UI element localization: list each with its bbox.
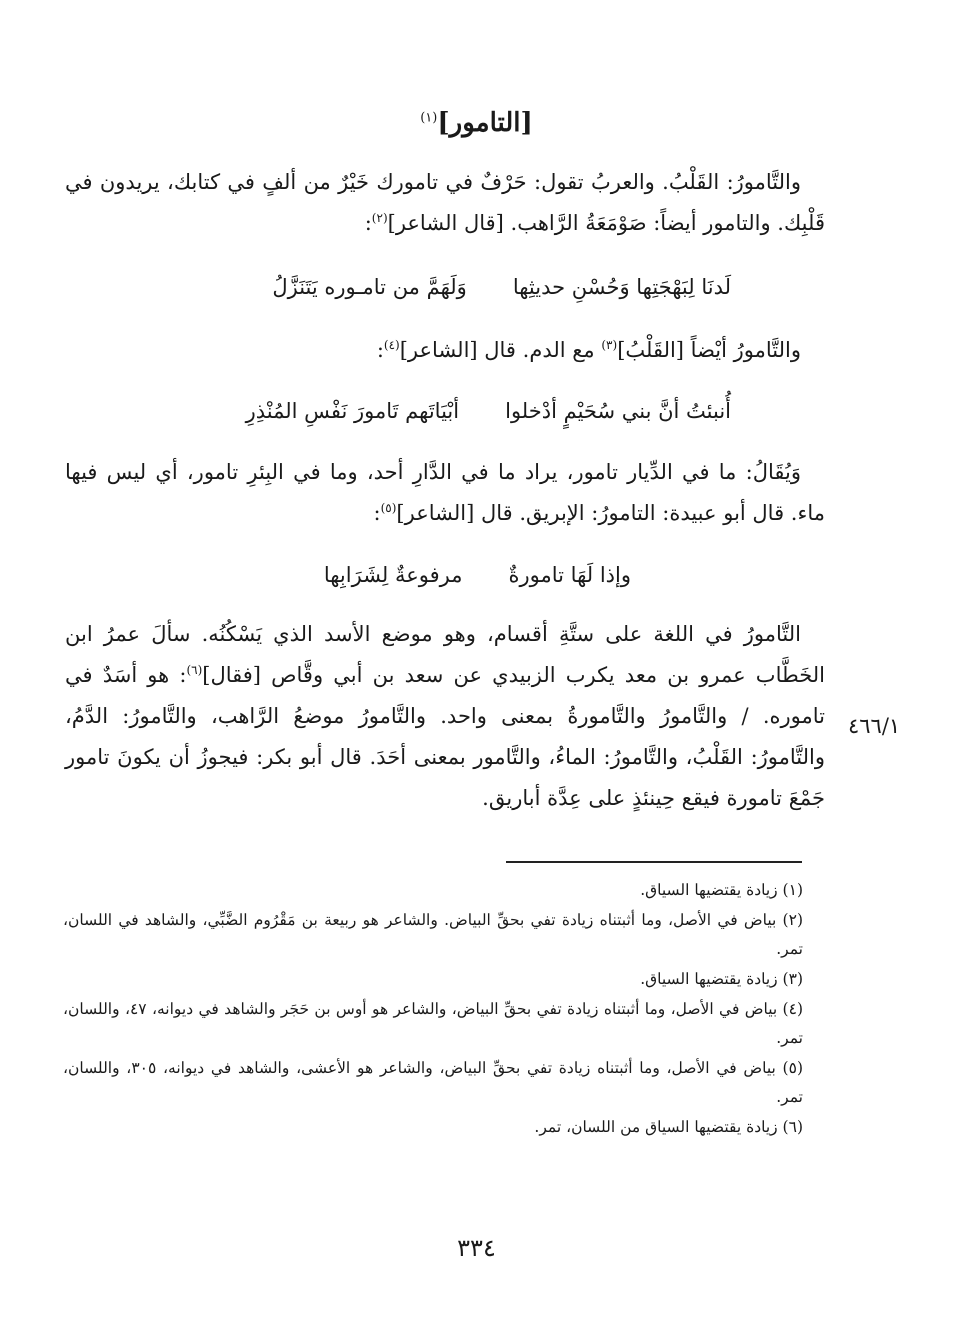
paragraph-1-colon: : bbox=[364, 211, 372, 235]
verse-3-first-hemistich: وإذا لَهَا تامورةٌ bbox=[508, 563, 631, 587]
paragraph-1 bbox=[65, 162, 825, 244]
paragraph-3-colon: : bbox=[373, 501, 381, 525]
paragraph-4-text-a: التَّامورُ في اللغة على ستَّةِ أقسام، وهو موضع الأسد الذي يَسْكُنُه. سألَ عمرُ ابن الخَطَّاب عمرو بن معد يكرب الزبيدي عن سعد بن أبي وقَّاص [فقال] bbox=[65, 622, 825, 687]
paragraph-2-text-a: والتَّامورُ أيْضاً [القَلْبُ] bbox=[617, 338, 801, 362]
verse-2-second-hemistich: أبْيَاتَهم تَامورَ نَفْسِ المُنْذِرِ bbox=[245, 399, 460, 423]
entry-heading bbox=[0, 108, 953, 138]
heading-title: التامور bbox=[449, 108, 521, 138]
footnote-ref-3: (٣) bbox=[601, 338, 618, 352]
verse-1 bbox=[272, 272, 731, 302]
paragraph-2-colon: : bbox=[376, 338, 384, 362]
paragraph-4 bbox=[65, 614, 825, 819]
footnote-2: (٢) بياض في الأصل، وما أثبتناه زيادة تفي بحقِّ البياض. والشاعر هو ربيعة بن مَقْرُوم الضَّبِّي، والشاهد في اللسان، تمر. bbox=[63, 911, 803, 958]
heading-bracket-open: [ bbox=[520, 108, 533, 138]
footnote-ref-6: (٦) bbox=[186, 663, 203, 677]
footnote-ref-4: (٤) bbox=[383, 338, 400, 352]
footnote-4: (٤) بياض في الأصل، وما أثبتناه زيادة تفي بحقِّ البياض، والشاعر هو أوس بن حَجَر والشاهد في ديوانه، ٤٧، واللسان، تمر. bbox=[63, 1000, 803, 1047]
footnote-3: (٣) زيادة يقتضيها السياق. bbox=[640, 970, 803, 988]
verse-1-second-hemistich: وَلَهَمَّ من تامـوره يَتَنَزَّلُ bbox=[272, 275, 467, 299]
verse-3-second-hemistich: مرفوعةٌ لِشَرَابِها bbox=[323, 563, 463, 587]
paragraph-3 bbox=[65, 452, 825, 534]
footnote-5: (٥) بياض في الأصل، وما أثبتناه زيادة تفي بحقِّ البياض، والشاعر هو الأعشى، والشاهد في ديوانه، ٣٠٥، واللسان، تمر. bbox=[63, 1059, 803, 1106]
paragraph-1-text: والتَّامورُ: القَلْبُ. والعربُ تقول: حَرْفٌ في تامورك خَيْرٌ من ألفٍ في كتابك، يريدون في قَلْبِك. والتامور أيضاً: صَوْمَعَةُ الرَّاهب. [قال الشاعر] bbox=[65, 170, 825, 235]
paragraph-2 bbox=[65, 330, 825, 371]
verse-3 bbox=[324, 560, 631, 590]
page-number: ٣٣٤ bbox=[457, 1234, 496, 1262]
footnote-ref-2: (٢) bbox=[371, 211, 388, 225]
paragraph-3-text: وَيُقَالُ: ما في الدِّيار تامور، يراد ما في الدَّارِ أحد، وما في البِئرِ تامور، أي ليس فيها ماء. قال أبو عبيدة: التامورُ: الإبريق. قال [الشاعر] bbox=[65, 460, 825, 525]
footnote-6: (٦) زيادة يقتضيها السياق من اللسان، تمر. bbox=[534, 1118, 803, 1136]
paragraph-4-text-b: : هو أسَدٌ في تاموره. / والتَّامورُ والتَّامورةُ بمعنى واحد. والتَّامورُ موضعُ الرَّاهب، والتَّامورُ: الدَّمُ، والتَّامورُ: القَلْبُ، والتَّامورُ: الماءُ، والتَّامور بمعنى أحَدَ. قال أبو بكر: فيجوزُ أن يكونَ تامور جَمْعَ تامورة فيقع حِينئذٍ على عِدَّة أباريق. bbox=[65, 663, 825, 810]
paragraph-2-text-b: مع الدم. قال [الشاعر] bbox=[399, 338, 602, 362]
heading-bracket-close: ] bbox=[437, 108, 450, 138]
verse-2 bbox=[246, 396, 731, 426]
verse-2-first-hemistich: أُنبئتُ أنَّ بني سُحَيْمٍ أدْخلوا bbox=[505, 399, 731, 423]
heading-note-ref: (١) bbox=[420, 110, 438, 126]
verse-1-first-hemistich: لَدنَا لِبَهْجَتِها وَحُسْنِ حديثِها bbox=[512, 275, 731, 299]
margin-page-reference: ٤٦٦/١ bbox=[848, 714, 901, 738]
footnote-1: (١) زيادة يقتضيها السياق. bbox=[640, 881, 803, 899]
footnote-ref-5: (٥) bbox=[380, 501, 397, 515]
footnotes bbox=[63, 876, 803, 1143]
footnote-separator bbox=[506, 861, 802, 863]
